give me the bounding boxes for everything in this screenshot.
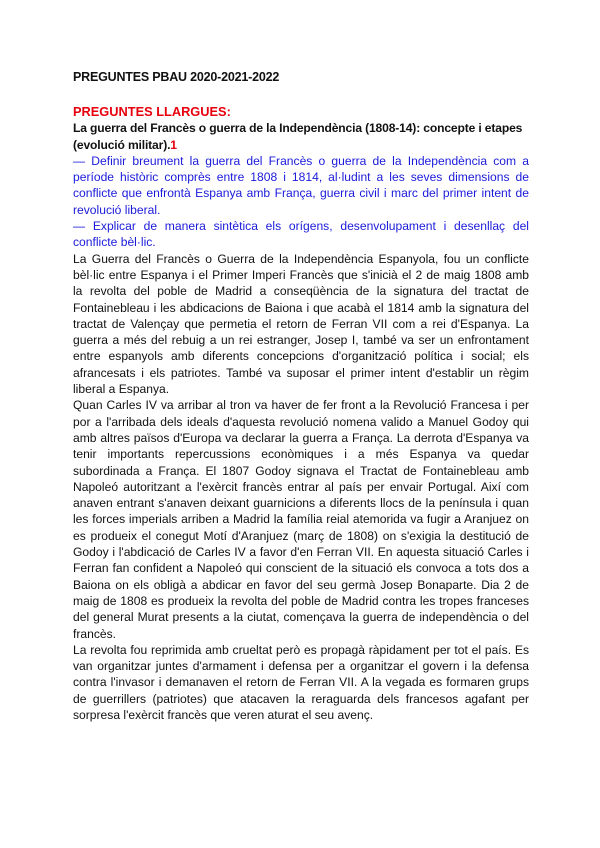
prompt-explanation: — Explicar de manera sintètica els orígens, desenvolupament i desenllaç del conflicte bèl·lic.: [73, 219, 529, 250]
prompt-definition: — Definir breument la guerra del Francès o guerra de la Independència com a període històric comprès entre 1808 i 1814, al·ludint a les seves dimensions de conflicte que enfrontà Espanya amb França, guerra civil i marc del primer intent de revolució liberal.: [73, 153, 529, 217]
section-title: PREGUNTES LLARGUES:: [73, 104, 231, 119]
question-title-text: La guerra del Francès o guerra de la Independència (1808-14): concepte i etapes (evolució militar).: [73, 121, 523, 152]
paragraph-introduction: La Guerra del Francès o Guerra de la Independència Espanyola, fou un conflicte bèl·lic entre Espanya i el Primer Imperi Francès que s'inicià el 2 de maig 1808 amb la revolta del poble de Madrid a conseqüència de la signatura del tractat de Fontainebleau i les abdicacions de Baiona i que acabà el 1814 amb la signatura del tractat de Valençay que permetia el retorn de Ferran VII com a rei d'Espanya. La guerra a més del rebuig a un rei estranger, Josep I, també va ser un enfrontament entre espanyols amb diferents concepcions d'organització política i social; els afrancesats i els patriotes. També va suposar el primer intent d'establir un règim liberal a Espanya.: [73, 251, 529, 397]
document-header: PREGUNTES PBAU 2020-2021-2022: [73, 70, 280, 84]
paragraph-origins: Quan Carles IV va arribar al tron va haver de fer front a la Revolució Francesa i per por a l'arribada dels ideals d'aquesta revolució nomena valido a Manuel Godoy qui amb altres països d'Europa va declarar la guerra a França. La derrota d'Espanya va tenir importants repercussions econòmiques i a més Espanya va quedar subordinada a França. El 1807 Godoy signava el Tractat de Fontainebleau amb Napoleó autoritzant a l'exèrcit francès entrar al país per envair Portugal. Així com anaven entrant s'anaven deixant guarnicions a diferents llocs de la península i quan les forces imperials arriben a Madrid la família reial atemorida va fugir a Aranjuez on es produeix el conegut Motí d'Aranjuez (març de 1808) on s'exigia la destitució de Godoy i l'abdicació de Carles IV a favor d'en Ferran VII. En aquesta situació Carles i Ferran fan confident a Napoleó qui conscient de la situació els convoca a tots dos a Baiona on els obligà a abdicar en favor del seu germà Josep Bonaparte. Dia 2 de maig de 1808 es produeix la revolta del poble de Madrid contra les tropes franceses del general Murat presents a la ciutat, començava la guerra de independència o del francès.: [73, 398, 529, 641]
question-number: 1: [170, 137, 177, 152]
question-title: [73, 120, 529, 153]
paragraph-revolt: La revolta fou reprimida amb crueltat però es propagà ràpidament per tot el país. Es van organitzar juntes d'armament i defensa per a organitzar el govern i la defensa contra l'invasor i demanaven el retorn de Ferran VII. A la vegada es formaren grups de guerrillers (patriotes) que atacaven la reraguarda dels francesos agafant per sorpresa l'exèrcit francès que veren aturat el seu avenç.: [73, 642, 529, 722]
document-content: [73, 104, 529, 723]
